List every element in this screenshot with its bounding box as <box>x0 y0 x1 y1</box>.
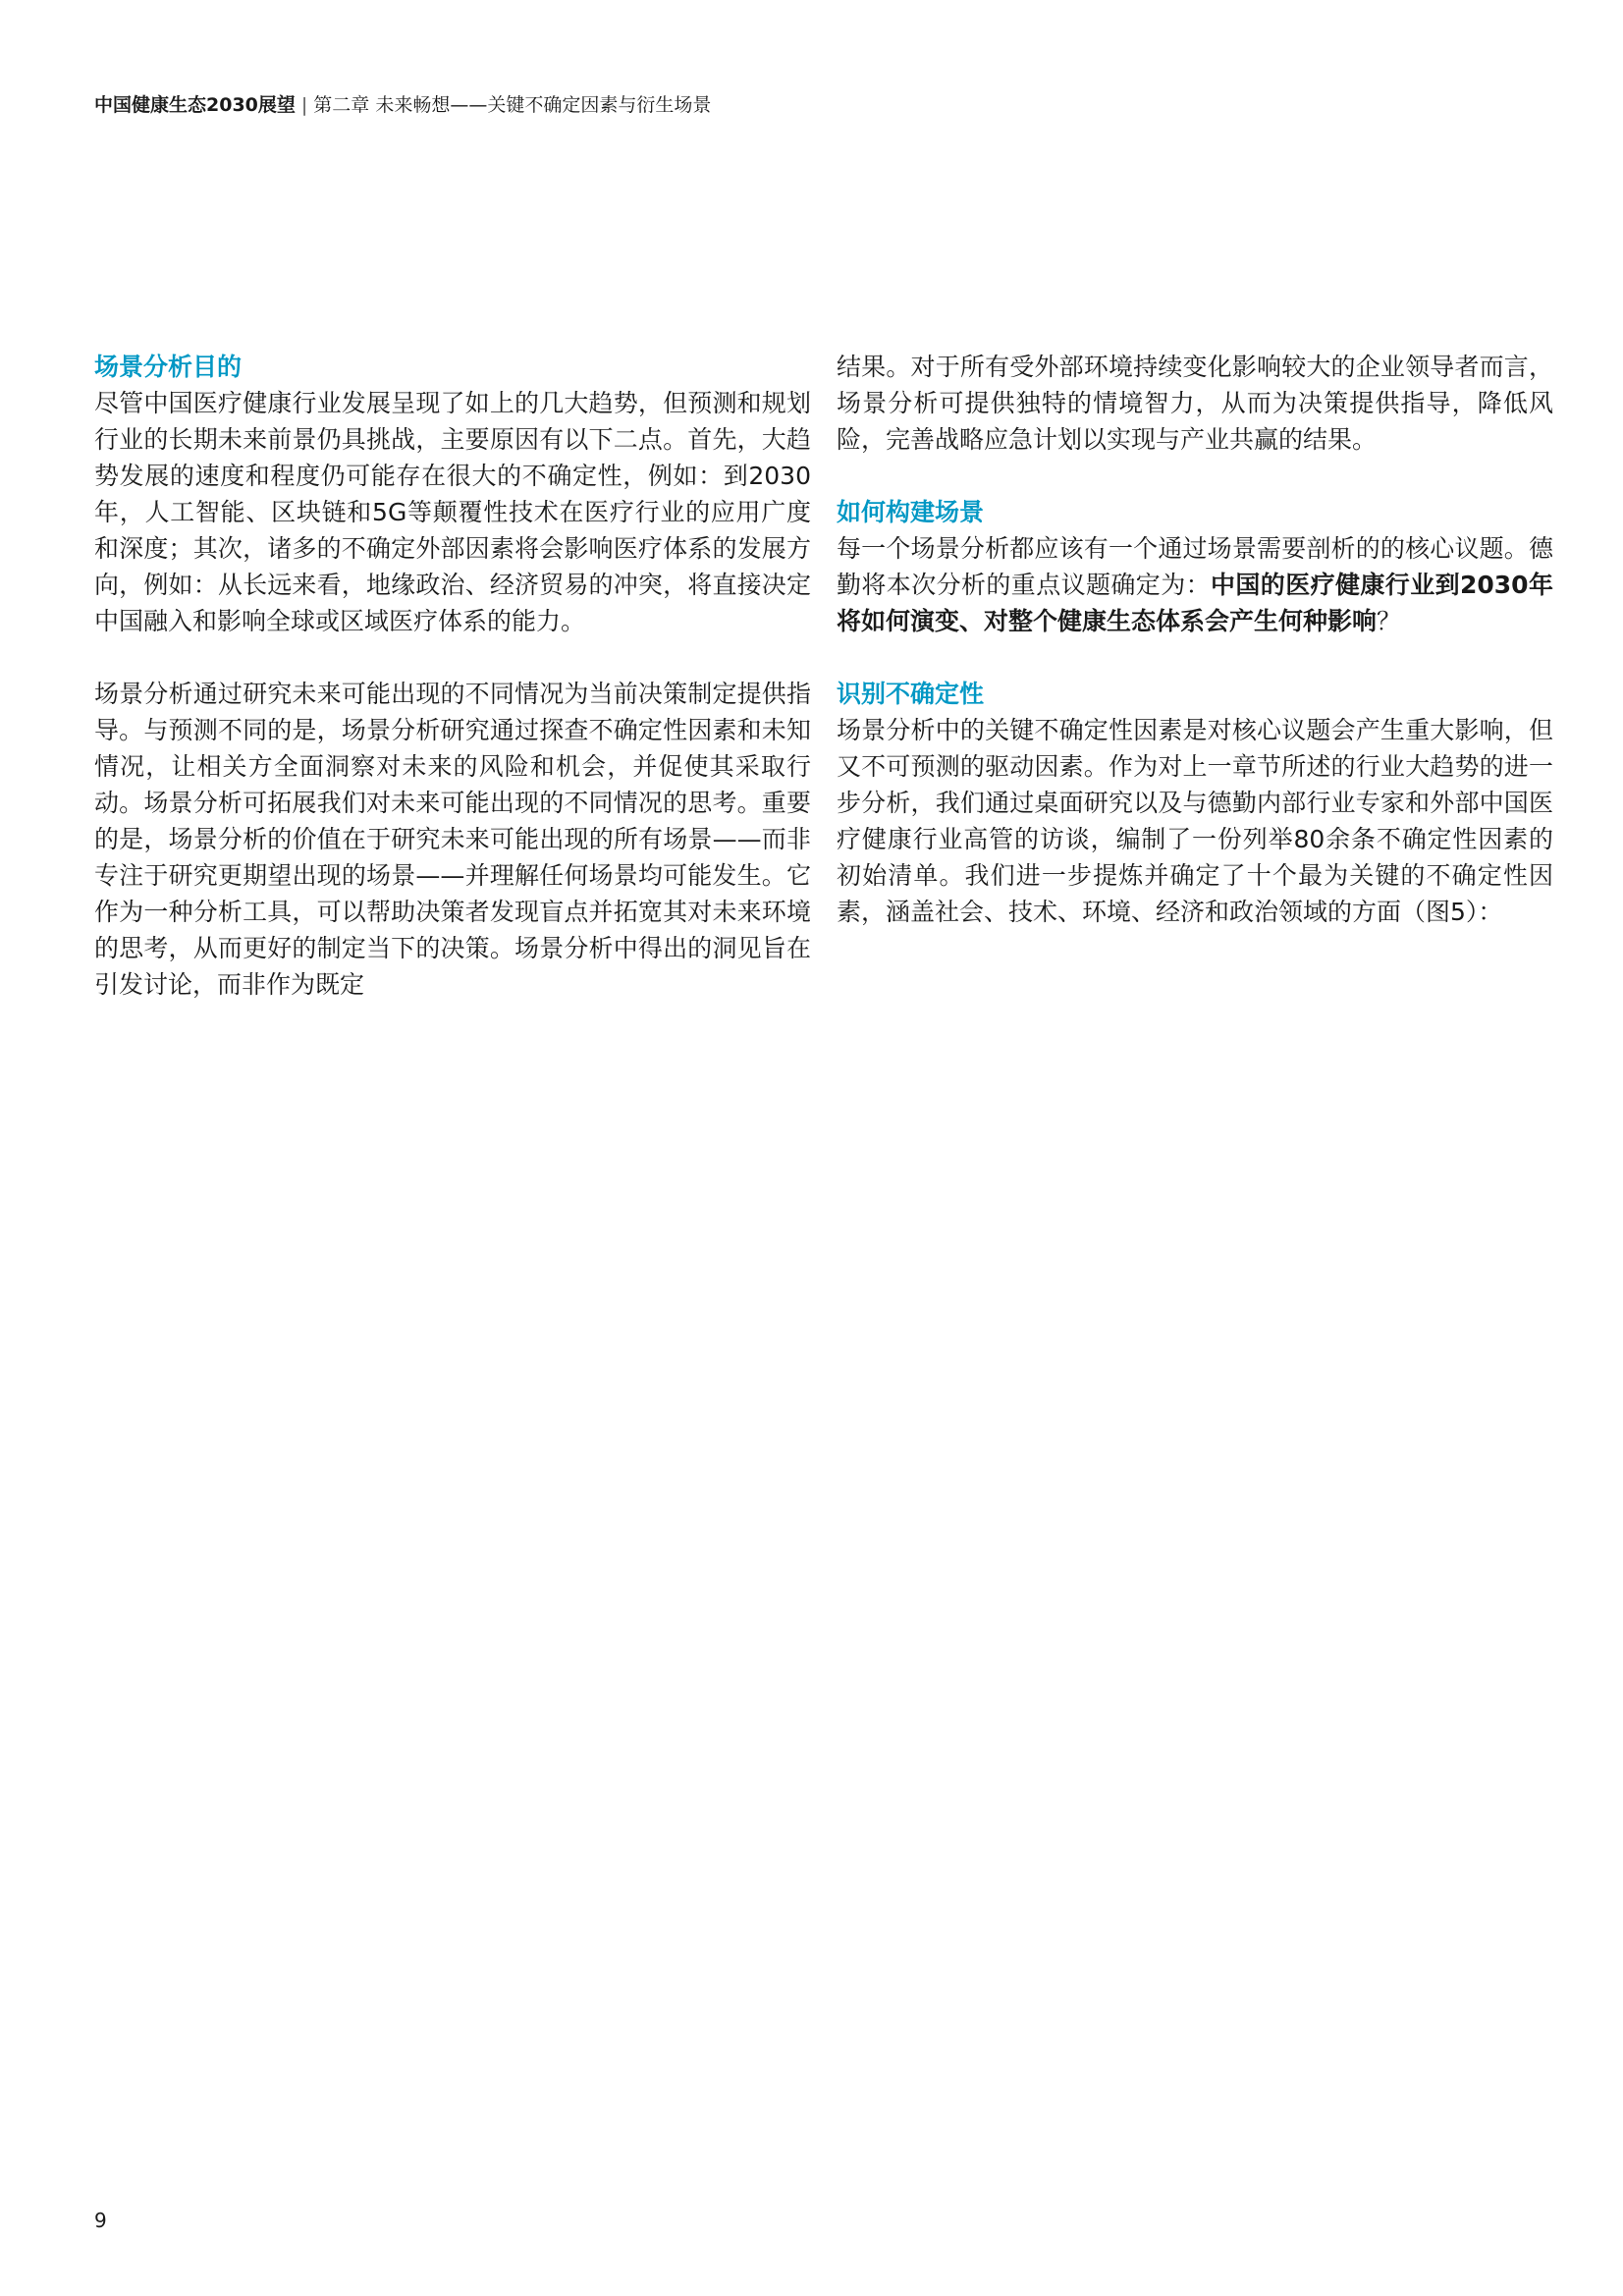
paragraph-spacer <box>837 458 1553 494</box>
publication-title: 中国健康生态2030展望 <box>94 94 296 116</box>
body-paragraph-continuation: 结果。对于所有受外部环境持续变化影响较大的企业领导者而言，场景分析可提供独特的情境智力，从而为决策提供指导，降低风险，完善战略应急计划以实现与产业共赢的结果。 <box>837 353 1553 454</box>
right-column <box>837 349 1553 930</box>
body-paragraph: 场景分析中的关键不确定性因素是对核心议题会产生重大影响，但又不可预测的驱动因素。作为对上一章节所述的行业大趋势的进一步分析，我们通过桌面研究以及与德勤内部行业专家和外部中国医疗健康行业高管的访谈，编制了一份列举80余条不确定性因素的初始清单。我们进一步提炼并确定了十个最为关键的不确定性因素，涵盖社会、技术、环境、经济和政治领域的方面（图5）： <box>837 716 1553 926</box>
body-paragraph <box>837 530 1553 639</box>
section-heading-build-scenarios: 如何构建场景 <box>837 498 985 526</box>
core-question-emphasis: 中国的医疗健康行业到2030年将如何演变、对整个健康生态体系会产生何种影响 <box>837 571 1553 635</box>
running-header <box>94 93 711 117</box>
paragraph-spacer <box>94 639 811 676</box>
paragraph-text: ？ <box>1377 607 1402 635</box>
body-paragraph: 尽管中国医疗健康行业发展呈现了如上的几大趋势，但预测和规划行业的长期未来前景仍具挑战，主要原因有以下二点。首先，大趋势发展的速度和程度仍可能存在很大的不确定性，例如：到2030年，人工智能、区块链和5G等颠覆性技术在医疗行业的应用广度和深度；其次，诸多的不确定外部因素将会影响医疗体系的发展方向，例如：从长远来看，地缘政治、经济贸易的冲突，将直接决定中国融入和影响全球或区域医疗体系的能力。 <box>94 389 811 635</box>
section-heading-uncertainty: 识别不确定性 <box>837 680 985 708</box>
paragraph-text: 每一个场景分析都应该有一个通过场景需要剖析的的核心议题。德勤将本次分析的重点议题确定为： <box>837 534 1553 599</box>
page-number: 9 <box>94 2209 107 2232</box>
header-separator: | <box>300 94 308 116</box>
left-column <box>94 349 811 1003</box>
paragraph-spacer <box>837 639 1553 676</box>
chapter-title: 第二章 未来畅想——关键不确定因素与衍生场景 <box>313 94 712 116</box>
body-paragraph: 场景分析通过研究未来可能出现的不同情况为当前决策制定提供指导。与预测不同的是，场景分析研究通过探查不确定性因素和未知情况，让相关方全面洞察对未来的风险和机会，并促使其采取行动。场景分析可拓展我们对未来可能出现的不同情况的思考。重要的是，场景分析的价值在于研究未来可能出现的所有场景——而非专注于研究更期望出现的场景——并理解任何场景均可能发生。它作为一种分析工具，可以帮助决策者发现盲点并拓宽其对未来环境的思考，从而更好的制定当下的决策。场景分析中得出的洞见旨在引发讨论，而非作为既定 <box>94 680 811 999</box>
section-heading-purpose: 场景分析目的 <box>94 353 243 381</box>
